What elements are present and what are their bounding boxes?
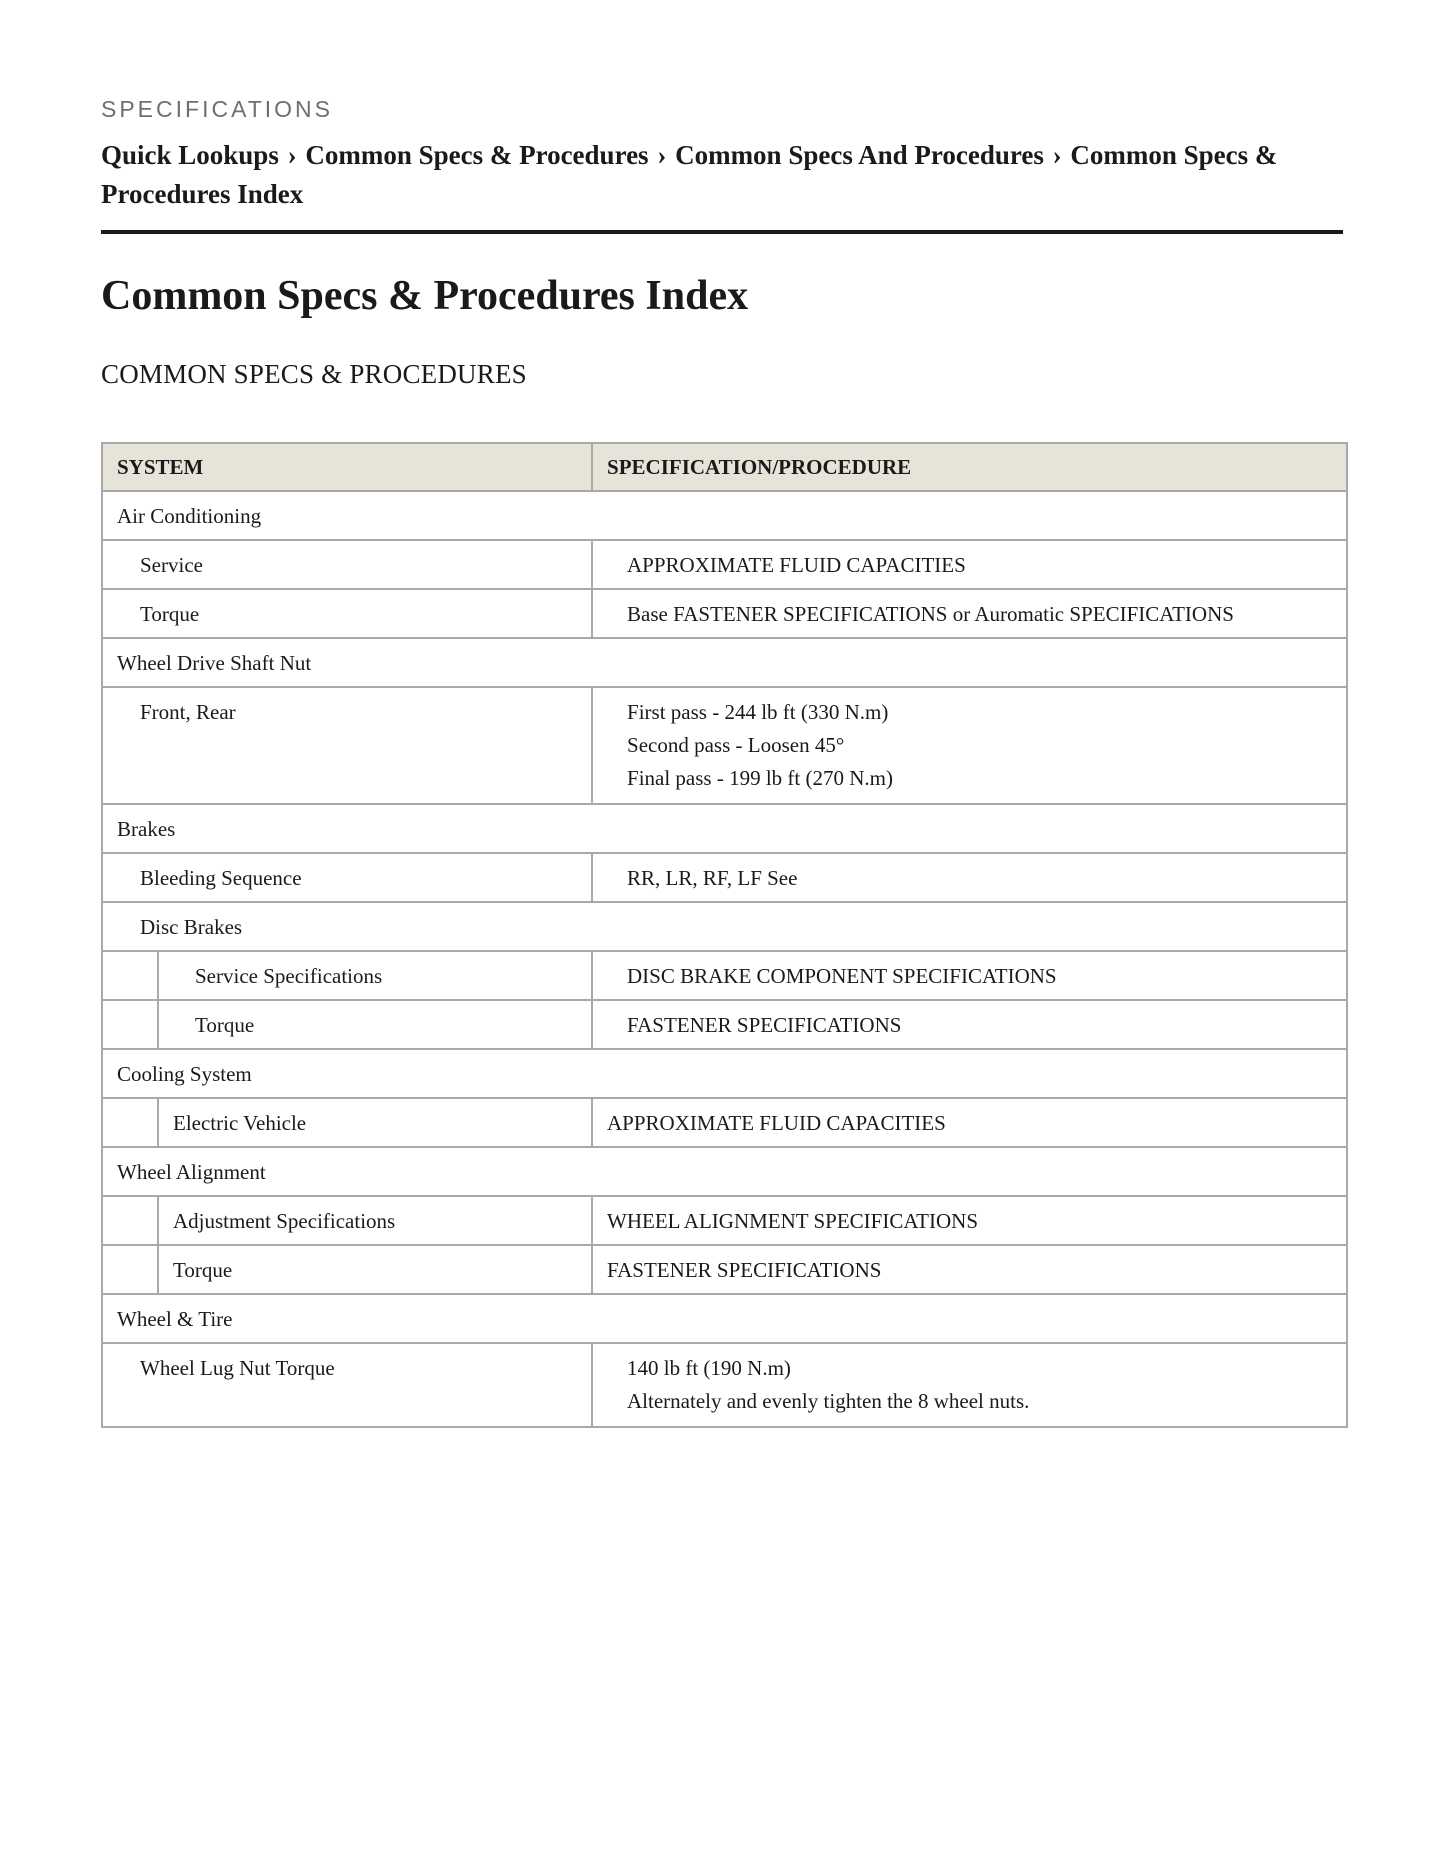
spec-text-multiline bbox=[593, 1344, 1346, 1426]
category-label: Wheel Alignment bbox=[117, 1160, 266, 1184]
spec-line: Second pass - Loosen 45° bbox=[627, 733, 845, 757]
table-row-category bbox=[102, 638, 1347, 687]
spec-line: Final pass - 199 lb ft (270 N.m) bbox=[627, 766, 893, 790]
system-label: Bleeding Sequence bbox=[140, 866, 302, 890]
category-brakes bbox=[102, 804, 1347, 853]
system-label: Service bbox=[140, 553, 203, 577]
category-label: Air Conditioning bbox=[117, 504, 262, 528]
table-row-category bbox=[102, 1294, 1347, 1343]
system-label: Service Specifications bbox=[195, 964, 383, 988]
category-cooling-system bbox=[102, 1049, 1347, 1098]
breadcrumb-item-current: Common Specs & Procedures Index bbox=[101, 140, 1278, 209]
spec-link[interactable]: APPROXIMATE FLUID CAPACITIES bbox=[627, 553, 966, 577]
table-row-category bbox=[102, 1049, 1347, 1098]
category-wheel-drive-shaft-nut bbox=[102, 638, 1347, 687]
spec-cell bbox=[592, 540, 1347, 589]
indent-cell bbox=[102, 1000, 158, 1049]
system-label: Front, Rear bbox=[140, 700, 236, 724]
category-wheel-alignment bbox=[102, 1147, 1347, 1196]
system-cell bbox=[102, 853, 592, 902]
system-cell bbox=[102, 540, 592, 589]
system-label: Torque bbox=[140, 602, 200, 626]
spec-link[interactable]: DISC BRAKE COMPONENT SPECIFICATIONS bbox=[627, 964, 1057, 988]
header-divider bbox=[101, 230, 1343, 234]
column-header-specification: SPECIFICATION/PROCEDURE bbox=[592, 443, 1347, 491]
spec-cell bbox=[592, 1245, 1347, 1294]
table-row bbox=[102, 589, 1347, 638]
indent-cell bbox=[102, 951, 158, 1000]
section-kicker: SPECIFICATIONS bbox=[101, 96, 333, 122]
table-row bbox=[102, 951, 1347, 1000]
table-row bbox=[102, 1098, 1347, 1147]
spec-text: RR, LR, RF, LF See bbox=[627, 866, 798, 890]
table-row-subcategory bbox=[102, 902, 1347, 951]
spec-cell bbox=[592, 1000, 1347, 1049]
spec-link[interactable]: APPROXIMATE FLUID CAPACITIES bbox=[607, 1111, 946, 1135]
system-label: Torque bbox=[173, 1258, 233, 1282]
subcategory-label: Disc Brakes bbox=[140, 915, 243, 939]
system-cell bbox=[102, 589, 592, 638]
spec-cell bbox=[592, 1343, 1347, 1427]
page-title: Common Specs & Procedures Index bbox=[101, 273, 749, 319]
indent-cell bbox=[102, 1098, 158, 1147]
breadcrumb-separator: › bbox=[1052, 140, 1062, 170]
system-cell bbox=[158, 1098, 592, 1147]
indent-cell bbox=[102, 1196, 158, 1245]
category-label: Wheel Drive Shaft Nut bbox=[117, 651, 312, 675]
system-cell bbox=[102, 687, 592, 804]
system-label: Adjustment Specifications bbox=[173, 1209, 396, 1233]
breadcrumb-separator: › bbox=[287, 140, 297, 170]
spec-line: 140 lb ft (190 N.m) bbox=[627, 1356, 791, 1380]
table-row bbox=[102, 1245, 1347, 1294]
indent-cell bbox=[102, 1245, 158, 1294]
table-row-category bbox=[102, 804, 1347, 853]
spec-cell bbox=[592, 1196, 1347, 1245]
breadcrumb-separator: › bbox=[657, 140, 667, 170]
spec-link[interactable]: FASTENER SPECIFICATIONS bbox=[627, 1013, 902, 1037]
spec-cell bbox=[592, 687, 1347, 804]
table-row bbox=[102, 1000, 1347, 1049]
system-cell bbox=[158, 1245, 592, 1294]
spec-cell bbox=[592, 589, 1347, 638]
system-cell bbox=[158, 951, 592, 1000]
table-row bbox=[102, 540, 1347, 589]
column-header-system: SYSTEM bbox=[102, 443, 592, 491]
system-label: Wheel Lug Nut Torque bbox=[140, 1356, 335, 1380]
spec-text-multiline bbox=[593, 688, 1346, 803]
spec-link[interactable]: Base FASTENER SPECIFICATIONS or Auromatic SPECIFICATIONS bbox=[627, 602, 1234, 626]
specs-table bbox=[101, 442, 1348, 1428]
breadcrumb bbox=[101, 136, 1343, 214]
system-label: Electric Vehicle bbox=[173, 1111, 307, 1135]
category-air-conditioning bbox=[102, 491, 1347, 540]
spec-cell bbox=[592, 1098, 1347, 1147]
table-row bbox=[102, 1343, 1347, 1427]
breadcrumb-item-quick-lookups[interactable]: Quick Lookups bbox=[101, 140, 279, 170]
table-row bbox=[102, 687, 1347, 804]
spec-line: Alternately and evenly tighten the 8 wheel nuts. bbox=[627, 1389, 1030, 1413]
breadcrumb-item-common-specs-procedures[interactable]: Common Specs & Procedures bbox=[305, 140, 649, 170]
table-row-category bbox=[102, 491, 1347, 540]
category-label: Wheel & Tire bbox=[117, 1307, 233, 1331]
spec-cell bbox=[592, 853, 1347, 902]
spec-cell bbox=[592, 951, 1347, 1000]
table-row bbox=[102, 853, 1347, 902]
category-label: Brakes bbox=[117, 817, 176, 841]
system-cell bbox=[158, 1000, 592, 1049]
breadcrumb-item-common-specs-and-procedures[interactable]: Common Specs And Procedures bbox=[675, 140, 1044, 170]
system-cell bbox=[158, 1196, 592, 1245]
table-row bbox=[102, 1196, 1347, 1245]
category-wheel-tire bbox=[102, 1294, 1347, 1343]
subcategory-disc-brakes bbox=[102, 902, 1347, 951]
category-label: Cooling System bbox=[117, 1062, 252, 1086]
spec-link[interactable]: FASTENER SPECIFICATIONS bbox=[607, 1258, 882, 1282]
table-header-row bbox=[102, 443, 1347, 491]
section-title: COMMON SPECS & PROCEDURES bbox=[101, 359, 527, 389]
system-cell bbox=[102, 1343, 592, 1427]
spec-line: First pass - 244 lb ft (330 N.m) bbox=[627, 700, 889, 724]
table-row-category bbox=[102, 1147, 1347, 1196]
system-label: Torque bbox=[195, 1013, 255, 1037]
spec-link[interactable]: WHEEL ALIGNMENT SPECIFICATIONS bbox=[607, 1209, 979, 1233]
